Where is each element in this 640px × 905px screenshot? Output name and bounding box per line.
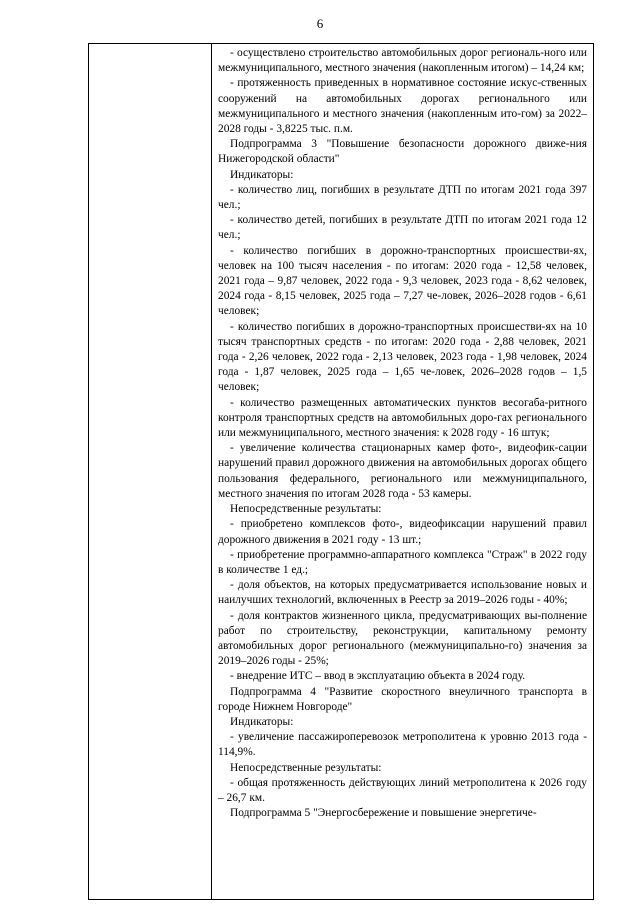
paragraph: - количество погибших в дорожно-транспортных происшестви-ях на 10 тысяч транспортных средств - по итогам: 2020 года - 2,88 человек, 2021 года - 2,26 человек, 2022 года - 2,13 человек, 2023 года - 1,98 человек, 2024 года - 1,87 человек, 2025 года – 1,65 че-ловек, 2026–2028 годов – 1,5 человек;	[218, 320, 587, 394]
paragraph: - количество размещенных автоматических пунктов весогаба-ритного контроля транспортных средств на автомобильных доро-гах регионального или межмуниципального, местного значения: к 2028 году - 16 штук;	[218, 396, 587, 440]
section-label: Непосредственные результаты:	[230, 761, 382, 774]
paragraph: - количество лиц, погибших в результате ДТП по итогам 2021 года 397 чел.;	[218, 183, 587, 212]
section-label: Непосредственные результаты:	[230, 503, 382, 516]
paragraph: - доля контрактов жизненного цикла, предусматривающих вы-полнение работ по строительству, реконструкции, капитальному ремонту автомобильных дорог регионального (межмуниципально-го) значения за 2019–2026 годы - 25%;	[218, 609, 587, 668]
paragraph: - увеличение количества стационарных камер фото-, видеофик-сации нарушений правил дорожного движения на автомобильных дорогах общего пользования федерального, регионального или межмуниципального, местного значения по итогам 2028 года - 53 камеры.	[218, 442, 587, 500]
section-label: Индикаторы:	[230, 168, 294, 181]
column-divider	[211, 44, 212, 899]
paragraph: - внедрение ИТС – ввод в эксплуатацию объекта в 2024 году.	[230, 670, 526, 683]
paragraph: - общая протяженность действующих линий метрополитена к 2026 году – 26,7 км.	[218, 776, 587, 804]
subprogram-heading: Подпрограмма 3 "Повышение безопасности дорожного движе-ния Нижегородской области"	[218, 138, 587, 166]
paragraph: - приобретено комплексов фото-, видеофиксации нарушений правил дорожного движения в 2021 году - 13 шт.;	[218, 518, 587, 546]
paragraph: - протяженность приведенных в нормативное состояние искус-ственных сооружений на автомобильных дорогах регионального или межмуниципального и местного значения (накопленным ито-гом) за 2022–2028 годы - 3,8225 тыс. п.м.	[218, 77, 587, 136]
subprogram-heading: Подпрограмма 5 "Энергосбережение и повышение энергетиче-	[230, 807, 537, 820]
table	[88, 43, 594, 900]
paragraph: - приобретение программно-аппаратного комплекса "Страж" в 2022 году в количестве 1 ед.;	[218, 548, 587, 576]
paragraph: - количество погибших в дорожно-транспортных происшестви-ях, человек на 100 тысяч населения - по итогам: 2020 года - 12,58 человек, 2021 года – 9,87 человек, 2022 года - 9,3 человек, 2023 года - 8,62 человек, 2024 года - 8,15 человек, 2025 года – 7,27 че-ловек, 2026–2028 годов - 6,61 человек;	[218, 244, 587, 318]
paragraph: - увеличение пассажироперевозок метрополитена к уровню 2013 года - 114,9%.	[218, 731, 587, 759]
paragraph: - доля объектов, на которых предусматривается использование новых и наилучших технологий, включенных в Реестр за 2019–2026 годы - 40%;	[218, 579, 587, 607]
page-number: 6	[316, 16, 324, 31]
subprogram-heading: Подпрограмма 4 "Развитие скоростного внеуличного транспорта в городе Нижнем Новгороде"	[218, 685, 587, 713]
paragraph: - количество детей, погибших в результате ДТП по итогам 2021 года 12 чел.;	[218, 214, 587, 242]
section-label: Индикаторы:	[230, 715, 294, 728]
text-cell	[218, 46, 587, 821]
paragraph: - осуществлено строительство автомобильных дорог региональ-ного или межмуниципального, местного значения (накопленным итогом) – 14,24 км;	[218, 47, 587, 75]
